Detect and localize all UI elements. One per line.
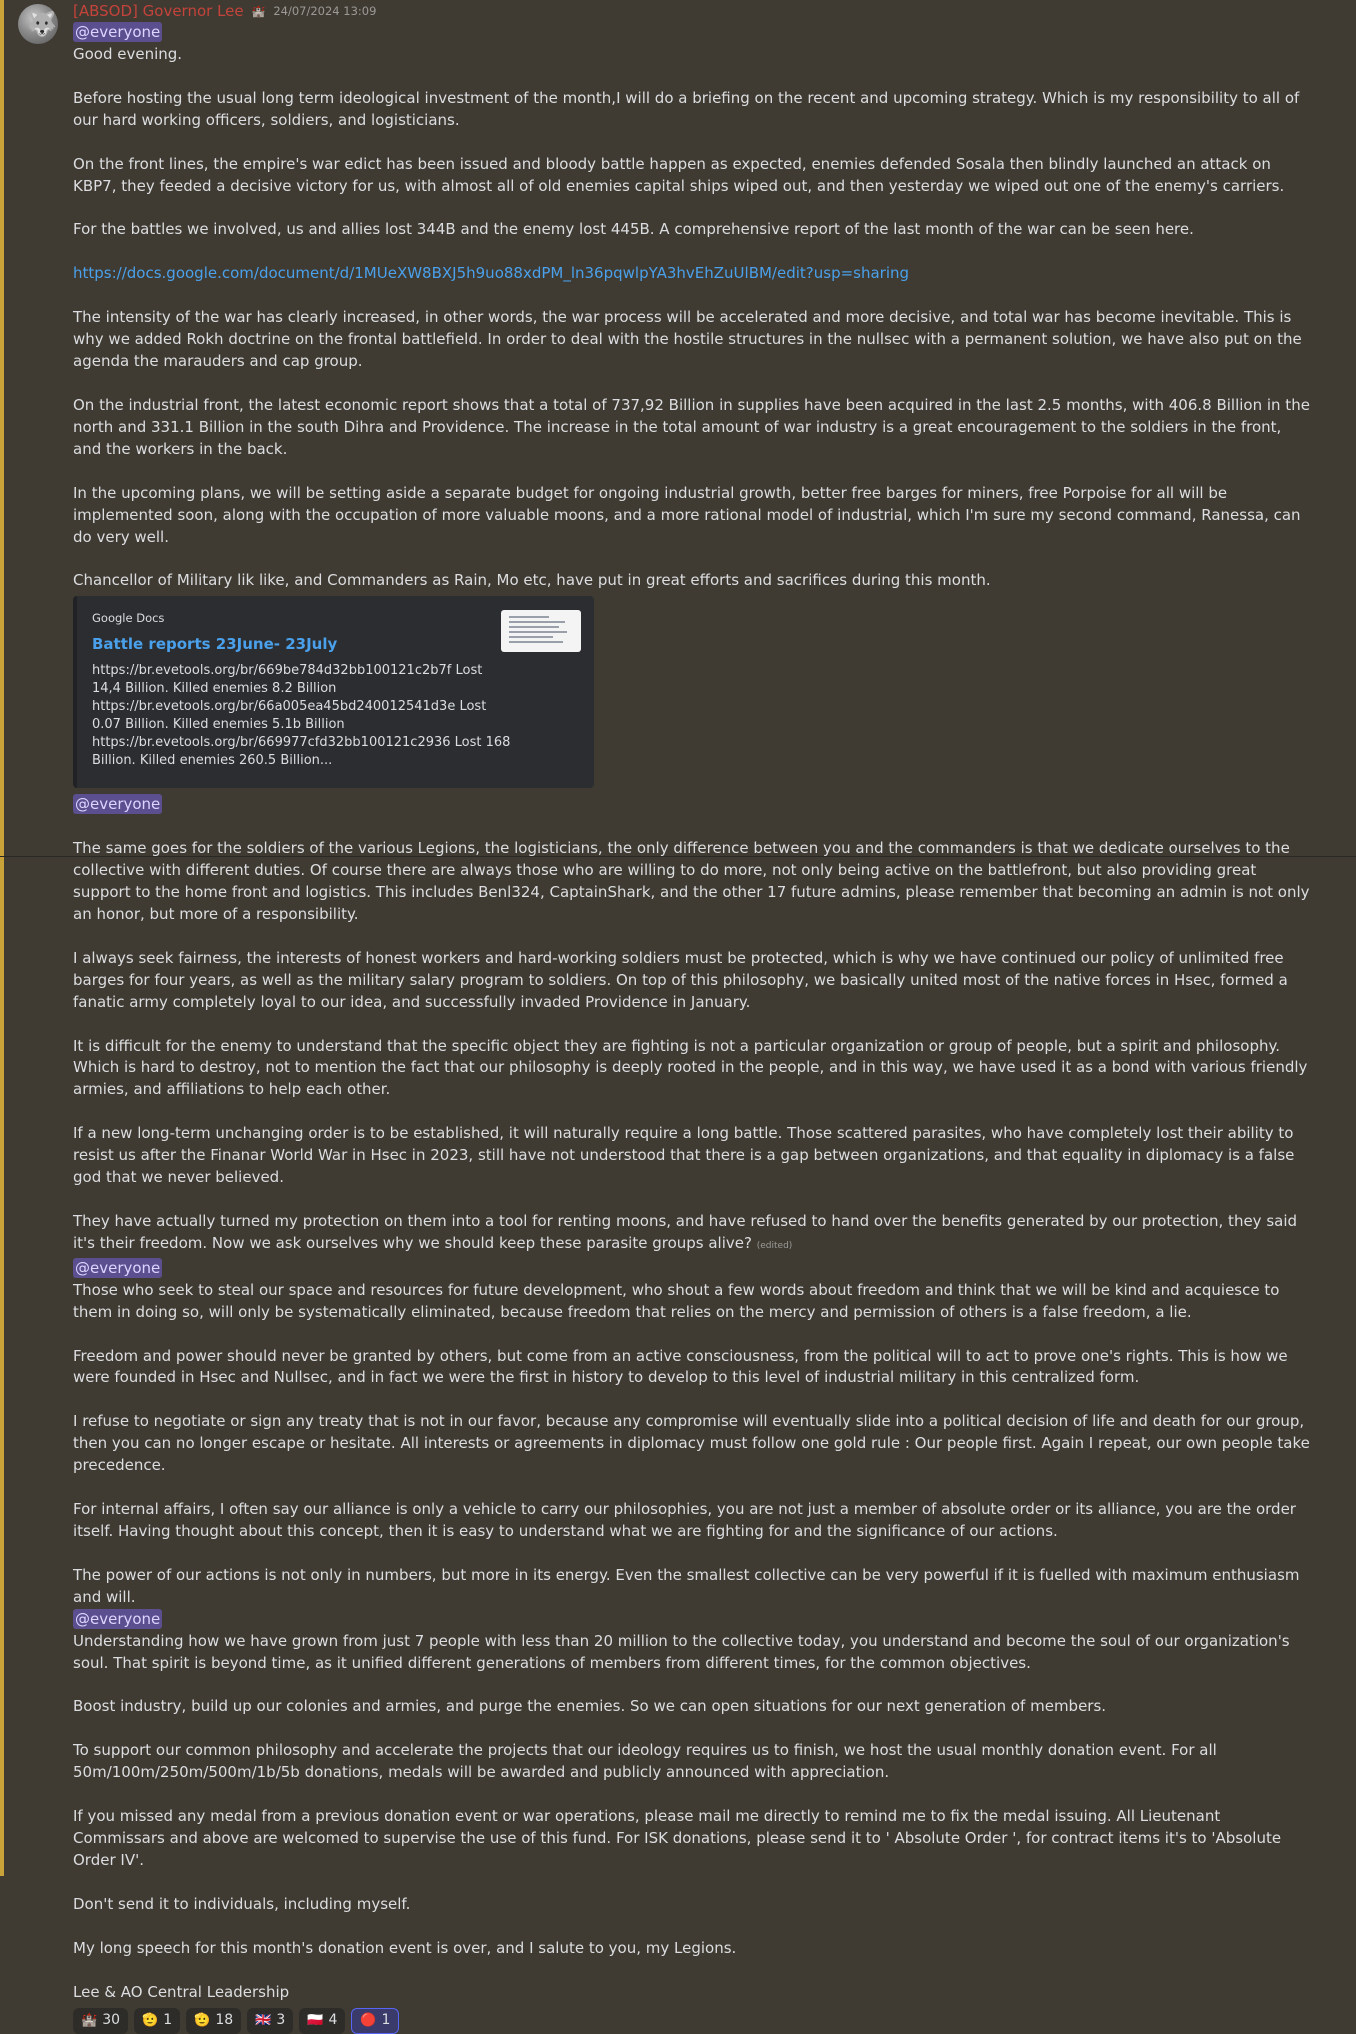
everyone-mention[interactable]: @everyone xyxy=(75,23,161,41)
castle-emoji-icon: 🏰 xyxy=(81,2012,98,2028)
message-paragraph: The same goes for the soldiers of the various Legions, the logisticians, the only difference between you and the commanders is that we dedicate ourselves to the collective with different duties. Of course there are always those who are willing to do more, not only being active on the battlefront, but also providing great support to the home front and logistics. This includes Benl324, CaptainShark, and the other 17 future admins, please remember that becoming an admin is not only an honor, but more of a responsibility. xyxy=(73,839,1310,923)
edited-label: (edited) xyxy=(756,1240,793,1251)
message-paragraph: It is difficult for the enemy to understand that the specific object they are fighting is not a particular organization or group of people, but a spirit and philosophy. Which is hard to destroy, not to mention the fact that our philosophy is deeply rooted in the people, and in this way, we have used it as a bond with various friendly armies, and affiliations to help each other. xyxy=(73,1036,1308,1099)
link-embed-card xyxy=(73,596,594,788)
message-paragraph: I refuse to negotiate or sign any treaty that is not in our favor, because any compromise will eventually slide into a political decision of life and death for our group, then you can no longer escape or hesitate. All interests or agreements in diplomacy must follow one gold rule : Our people first. Again I repeat, our own people take precedence. xyxy=(73,1412,1310,1475)
embed-title-link[interactable]: Battle reports 23June- 23July xyxy=(92,635,338,654)
message-paragraph: My long speech for this month's donation event is over, and I salute to you, my Legions. xyxy=(73,1938,737,1957)
reaction-count: 1 xyxy=(381,2011,391,2028)
message-paragraph: If you missed any medal from a previous donation event or war operations, please mail me directly to remind me to fix the medal issuing. All Lieutenant Commissars and above are welcomed to supervise the use of this fund. For ISK donations, please send it to ' Absolute Order ', for contract items it's to 'Absolute Order IV'. xyxy=(73,1807,1282,1869)
reaction-count: 1 xyxy=(163,2011,173,2028)
wolf-avatar-icon: 🐺 xyxy=(27,10,57,38)
message-paragraph: If a new long-term unchanging order is to be established, it will naturally require a long battle. Those scattered parasites, who have completely lost their ability to resist us after the Finanar World War in Hsec in 2023, still have not understood that there is a gap between organizations, and that equality in diplomacy is a false god that we never believed. xyxy=(73,1124,1295,1187)
embed-thumbnail[interactable] xyxy=(501,610,581,652)
message-paragraph: I always seek fairness, the interests of honest workers and hard-working soldiers must be protected, which is why we have continued our policy of unlimited free barges for four years, as well as the military salary program to soldiers. On top of this philosophy, we basically united most of the native forces in Hsec, formed a fanatic army completely loyal to our idea, and successfully invaded Providence in January. xyxy=(73,948,1288,1011)
reaction-uk-flag[interactable] xyxy=(247,2008,293,2034)
reaction-count: 4 xyxy=(328,2011,338,2028)
message-signature: Lee & AO Central Leadership xyxy=(73,1982,290,2001)
everyone-mention[interactable]: @everyone xyxy=(75,1609,161,1628)
message-paragraph: Understanding how we have grown from just 7 people with less than 20 million to the collective today, you understand and become the soul of our organization's soul. That spirit is beyond time, as it unified different generations of members from different times, for the common objectives. xyxy=(73,1631,1290,1672)
message-paragraph: Chancellor of Military lik like, and Commanders as Rain, Mo etc, have put in great efforts and sacrifices during this month. xyxy=(73,571,991,590)
highlight-accent-bar xyxy=(0,0,4,1876)
message-header xyxy=(73,2,1313,22)
salute-emoji-icon: 🫡 xyxy=(142,2012,159,2028)
role-icon[interactable]: 🏰 xyxy=(251,5,266,19)
message-paragraph: On the front lines, the empire's war edict has been issued and bloody battle happen as expected, enemies defended Sosala then blindly launched an attack on KBP7, they feeded a decisive victory for us, with almost all of old enemies capital ships wiped out, and then yesterday we wiped out one of the enemy's carriers. xyxy=(73,154,1285,195)
google-docs-link[interactable]: https://docs.google.com/document/d/1MUeXW8BXJ5h9uo88xdPM_ln36pqwlpYA3hvEhZuUlBM/edit?usp=sharing xyxy=(73,264,910,283)
message-content xyxy=(73,2,1313,2034)
reaction-count: 3 xyxy=(276,2011,286,2028)
avatar[interactable] xyxy=(18,4,58,44)
poland-flag-emoji-icon: 🇵🇱 xyxy=(307,2012,324,2028)
reaction-poland-flag[interactable] xyxy=(299,2008,345,2034)
red-badge-emoji-icon: 🔴 xyxy=(360,2012,377,2028)
reaction-count: 18 xyxy=(215,2011,234,2028)
message-paragraph: Good evening. xyxy=(73,44,183,63)
message-paragraph: Freedom and power should never be granted by others, but come from an active consciousness, from the political will to act to prove one's rights. This is how we were founded in Hsec and Nullsec, and in fact we were the first in history to develop to this level of industrial military in this centralized form. xyxy=(73,1346,1288,1387)
message-paragraph: The intensity of the war has clearly increased, in other words, the war process will be accelerated and more decisive, and total war has become inevitable. This is why we added Rokh doctrine on the frontal battlefield. In order to deal with the hostile structures in the nullsec with a permanent solution, we have also put on the agenda the marauders and cap group. xyxy=(73,308,1302,371)
uk-flag-emoji-icon: 🇬🇧 xyxy=(255,2012,272,2028)
reaction-salute[interactable] xyxy=(134,2008,180,2034)
message-paragraph: Boost industry, build up our colonies and armies, and purge the enemies. So we can open situations for our next generation of members. xyxy=(73,1697,1107,1716)
username[interactable]: [ABSOD] Governor Lee xyxy=(73,2,244,21)
message-paragraph: Don't send it to individuals, including myself. xyxy=(73,1894,411,1913)
embed-description: https://br.evetools.org/br/669be784d32bb100121c2b7f Lost 14,4 Billion. Killed enemies 8.2 Billion https://br.evetools.org/br/66a005ea45bd240012541d3e Lost 0.07 Billion. Killed enemies 5.1b Billion https://br.evetools.org/br/669977cfd32bb100121c2936 Lost 168 Billion. Killed enemies 260.5 Billion... xyxy=(92,663,511,769)
reactions-bar xyxy=(73,2008,1313,2034)
reaction-castle[interactable] xyxy=(73,2008,128,2034)
message-paragraph: On the industrial front, the latest economic report shows that a total of 737,92 Billion in supplies have been acquired in the last 2.5 months, with 406.8 Billion in the north and 331.1 Billion in the south Dihra and Providence. The increase in the total amount of war industry is a great encouragement to the soldiers in the front, and the workers in the back. xyxy=(73,395,1310,458)
message-paragraph: Before hosting the usual long term ideological investment of the month,I will do a briefing on the recent and upcoming strategy. Which is my responsibility to all of our hard working officers, soldiers, and logisticians. xyxy=(73,88,1300,129)
message-paragraph: They have actually turned my protection on them into a tool for renting moons, and have refused to hand over the benefits generated by our protection, they said it's their freedom. Now we ask ourselves why we should keep these parasite groups alive? xyxy=(73,1212,1298,1252)
everyone-mention[interactable]: @everyone xyxy=(75,1258,161,1277)
embed-provider[interactable]: Google Docs xyxy=(92,611,165,626)
reaction-count: 30 xyxy=(102,2011,121,2028)
reaction-red-badge[interactable] xyxy=(351,2008,399,2034)
reaction-salute-2[interactable] xyxy=(186,2008,241,2034)
message-timestamp[interactable]: 24/07/2024 13:09 xyxy=(273,4,377,19)
message-paragraph: For the battles we involved, us and allies lost 344B and the enemy lost 445B. A comprehensive report of the last month of the war can be seen here. xyxy=(73,220,1194,239)
message-paragraph: The power of our actions is not only in numbers, but more in its energy. Even the smallest collective can be very powerful if it is fuelled with maximum enthusiasm and will. xyxy=(73,1565,1300,1606)
message-paragraph: Those who seek to steal our space and resources for future development, who shout a few words about freedom and think that we will be kind and acquiesce to them in doing so, will only be systematically eliminated, because freedom that relies on the mercy and permission of others is a false freedom, a lie. xyxy=(73,1280,1280,1321)
message-paragraph: In the upcoming plans, we will be setting aside a separate budget for ongoing industrial growth, better free barges for miners, free Porpoise for all will be implemented soon, along with the occupation of more valuable moons, and a more rational model of industrial, which I'm sure my second command, Ranessa, can do very well. xyxy=(73,483,1301,546)
message-paragraph: To support our common philosophy and accelerate the projects that our ideology requires us to finish, we host the usual monthly donation event. For all 50m/100m/250m/500m/1b/5b donations, medals will be awarded and publicly announced with appreciation. xyxy=(73,1741,1217,1782)
everyone-mention[interactable]: @everyone xyxy=(75,795,161,814)
message-paragraph: For internal affairs, I often say our alliance is only a vehicle to carry our philosophies, you are not just a member of absolute order or its alliance, you are the order itself. Having thought about this concept, then it is easy to understand what we are fighting for and the significance of our actions. xyxy=(73,1500,1296,1540)
salute-emoji-icon: 🫡 xyxy=(194,2012,211,2028)
